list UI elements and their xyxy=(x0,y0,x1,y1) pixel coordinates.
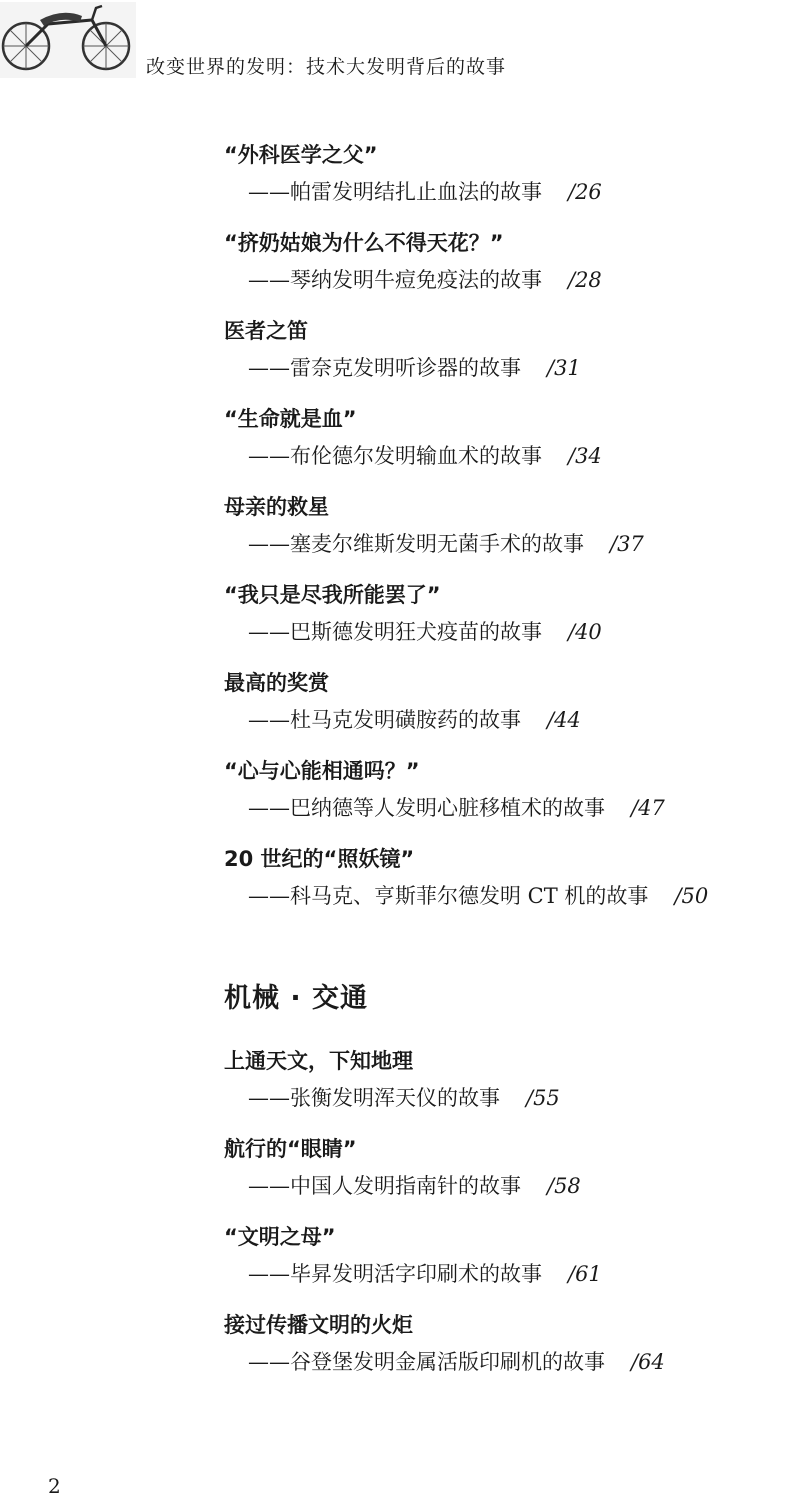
entry-subtitle-text: ——雷奈克发明听诊器的故事 xyxy=(248,356,521,380)
entry-subtitle-text: ——中国人发明指南针的故事 xyxy=(248,1174,521,1198)
draisine-bicycle-icon xyxy=(0,2,136,78)
toc-entry[interactable] xyxy=(224,140,784,207)
entry-page-number: /47 xyxy=(631,796,665,820)
toc-entry[interactable] xyxy=(224,668,784,735)
entry-title: “我只是尽我所能罢了” xyxy=(224,583,441,607)
entry-subtitle-text: ——巴斯德发明狂犬疫苗的故事 xyxy=(248,620,542,644)
entry-title: “外科医学之父” xyxy=(224,143,378,167)
entry-title: 母亲的救星 xyxy=(224,495,329,519)
entry-page-number: /64 xyxy=(631,1350,665,1374)
entry-subtitle xyxy=(224,1083,784,1113)
entry-title: 最高的奖赏 xyxy=(224,671,329,695)
entry-title: 医者之笛 xyxy=(224,319,308,343)
entry-page-number: /37 xyxy=(610,532,644,556)
entry-subtitle-text: ——琴纳发明牛痘免疫法的故事 xyxy=(248,268,542,292)
entry-title: 接过传播文明的火炬 xyxy=(224,1313,413,1337)
entry-subtitle xyxy=(224,617,784,647)
entry-title: “挤奶姑娘为什么不得天花？” xyxy=(224,231,504,255)
entry-subtitle-text: ——谷登堡发明金属活版印刷机的故事 xyxy=(248,1350,605,1374)
entry-subtitle-text: ——张衡发明浑天仪的故事 xyxy=(248,1086,500,1110)
toc-entry[interactable] xyxy=(224,316,784,383)
entry-subtitle xyxy=(224,265,784,295)
entry-page-number: /34 xyxy=(568,444,602,468)
entry-subtitle xyxy=(224,705,784,735)
running-head: 改变世界的发明：技术大发明背后的故事 xyxy=(146,56,507,78)
entry-title-text: 20 世纪的“照妖镜” xyxy=(224,847,415,871)
entry-page-number: /31 xyxy=(547,356,581,380)
entry-subtitle-text: ——巴纳德等人发明心脏移植术的故事 xyxy=(248,796,605,820)
entry-title: “文明之母” xyxy=(224,1225,336,1249)
entry-title: “生命就是血” xyxy=(224,407,357,431)
entry-subtitle xyxy=(224,1171,784,1201)
entry-subtitle-text: ——毕昇发明活字印刷术的故事 xyxy=(248,1262,542,1286)
page-number: 2 xyxy=(48,1474,61,1498)
toc-entry[interactable] xyxy=(224,404,784,471)
entry-title: 航行的“眼睛” xyxy=(224,1137,357,1161)
toc-entry[interactable] xyxy=(224,844,784,911)
entry-subtitle-text: ——塞麦尔维斯发明无菌手术的故事 xyxy=(248,532,584,556)
toc-entry[interactable] xyxy=(224,228,784,295)
entry-page-number: /50 xyxy=(674,884,709,908)
entry-subtitle xyxy=(224,441,784,471)
toc-entry[interactable] xyxy=(224,580,784,647)
entry-page-number: /55 xyxy=(526,1086,560,1110)
entry-subtitle xyxy=(224,793,784,823)
entry-page-number: /44 xyxy=(547,708,581,732)
toc-entry[interactable] xyxy=(224,1310,784,1377)
entry-subtitle xyxy=(224,353,784,383)
entry-subtitle-text: ——布伦德尔发明输血术的故事 xyxy=(248,444,542,468)
toc-entry[interactable] xyxy=(224,1134,784,1201)
page-header xyxy=(0,0,800,90)
entry-title: 上通天文，下知地理 xyxy=(224,1049,413,1073)
entry-title xyxy=(224,844,784,874)
entry-subtitle xyxy=(224,1347,784,1377)
toc-entry[interactable] xyxy=(224,492,784,559)
entry-subtitle xyxy=(224,529,784,559)
entry-subtitle-text: ——帕雷发明结扎止血法的故事 xyxy=(248,180,542,204)
entry-page-number: /58 xyxy=(547,1174,581,1198)
entry-subtitle-text: ——科马克、亨斯菲尔德发明 CT 机的故事 xyxy=(248,884,649,908)
entry-page-number: /28 xyxy=(568,268,602,292)
entry-subtitle-text: ——杜马克发明磺胺药的故事 xyxy=(248,708,521,732)
section-heading: 机械 · 交通 xyxy=(224,983,369,1014)
entry-page-number: /61 xyxy=(568,1262,602,1286)
entry-page-number: /26 xyxy=(568,180,602,204)
toc-entry[interactable] xyxy=(224,756,784,823)
entry-subtitle xyxy=(224,177,784,207)
entry-subtitle xyxy=(224,1259,784,1289)
entry-page-number: /40 xyxy=(568,620,602,644)
toc-entry[interactable] xyxy=(224,1046,784,1113)
entry-title: “心与心能相通吗？” xyxy=(224,759,420,783)
entry-subtitle xyxy=(224,881,784,911)
toc-entry[interactable] xyxy=(224,1222,784,1289)
